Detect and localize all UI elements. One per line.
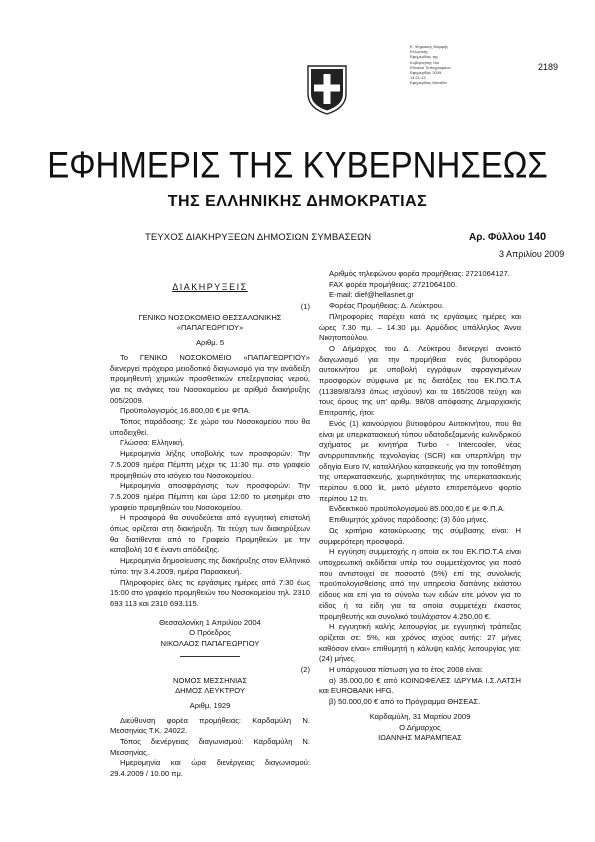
sheet-number bbox=[469, 231, 546, 243]
paragraph: Ημερομηνία και ώρα διενέργειας διαγωνισμού: 29.4.2009 / 10.00 πμ. bbox=[110, 758, 310, 779]
stamp-line: 14:21:13 bbox=[410, 75, 426, 81]
issue-series: ΤΕΥΧΟΣ ΔΙΑΚΗΡΥΞΕΩΝ ΔΗΜΟΣΙΩΝ ΣΥΜΒΑΣΕΩΝ bbox=[145, 232, 372, 243]
stamp-line: Εφημερίδας Μονάδα bbox=[410, 80, 447, 86]
issuer-name-sub: «ΠΑΠΑΓΕΩΡΓΙΟΥ» bbox=[176, 323, 244, 333]
signer-name: ΙΩΑΝΝΗΣ ΜΑΡΑΜΠΕΑΣ bbox=[378, 733, 462, 743]
paragraph: Ενός (1) καινούργιου βυτιοφόρου Αυτοκινήτου, που θα είναι με υπερκατασκευή τύπου υδατοδεξαμενής κυλινδρικού σχήματος με κινητήρα Turbo - Intercooler, νέας αντιρρυπαντικής τεχνολογίας (SCR) και υπερπλήρη την οδηγία Euro IV, καταλλήλου κατασκευής για την τοποθέτηση της υπερκατασκευής, χωρητικότητας της υπερκατασκευής περίπου 6.000 lit, μικτό μέγιστο επιτρεπόμενο φορτίο περίπου 12 tn. bbox=[319, 418, 521, 503]
place-date: Θεσσαλονίκη 1 Απριλίου 2004 bbox=[159, 617, 261, 627]
paragraph: Η προσφορά θα συνοδεύεται από εγγυητική επιστολή όπως ορίζεται στη διακήρυξη. Τα τεύχη των διακηρύξεων θα διατίθενται από το Γραφείο Προμηθειών με την καταβολή 10 € έναντι απόδειξης. bbox=[110, 513, 310, 555]
paragraph: Ενδεικτικού προϋπολογισμού 85.000,00 € με Φ.Π.Α. bbox=[329, 504, 505, 514]
paragraph: Ο Δήμαρχος του Δ. Λεύκτρου διενεργεί ανοικτό διαγωνισμό για την προμήθεια ενός βυτιοφόρου αυτοκινήτου με υποβολή εγγράφων σφραγισμένων προσφορών σύμφωνα με τις διατάξεις του ΕΚ.ΠΟ.Τ.Α (11389/8/3/93 όπως ισχύουν) και τα 165/2008 τεύχη και τους όρους της υπ' αριθμ. 98/08 απόφασης Δημαρχιακής Επιτροπής, ήτοι: bbox=[319, 343, 521, 418]
paragraph: Η εγγύηση συμμετοχής η οποία εκ του ΕΚ.ΠΟ.Τ.Α είναι υποχρεωτική ακδίδεται υπέρ του συμμετέχοντος για ποσό που αντιστοιχεί σε ποσοστό (5%) επί της συνολικής προϋπολογισθείσης από την υπηρεσία δαπάνης εκάστου είδους και επί για το σύνολο των ειδών είτε μόνον για το είδος ή τα είδη για τα οποία συμμετέχει έκαστος προμηθευτής και συνολικό τουλάχιστον 4.250,00 €. bbox=[319, 547, 521, 621]
stamp-line: Εθνικού Τυπογραφείου bbox=[410, 64, 451, 70]
notice-number: (2) bbox=[300, 664, 310, 674]
stamp-line: Εφημερίδας 2009- bbox=[410, 70, 443, 76]
paragraph: Η υπάρχουσα πίστωση για το έτος 2008 είναι: bbox=[329, 665, 483, 675]
paragraph: Ημερομηνία δημοσίευσης της διακήρυξης στον Ελληνικό τύπο: την 3.4.2009, ημέρα Παρασκευή. bbox=[110, 556, 310, 576]
paragraph: Πληροφορίες όλες τις εργάσιμες ημέρες από 7:30 έως 15:00 στο γραφείο προμηθειών του Νοσοκομείου τηλ. 2310 693 113 και 2310 693.115. bbox=[110, 577, 310, 608]
national-emblem-icon bbox=[305, 64, 349, 116]
paragraph: Ημερομηνία λήξης υποβολής των προσφορών: Την 7.5.2009 ημέρα Πέμπτη μέχρι τις 11:30 πμ. στο γραφείο προμηθειών στο ισόγειο του Νοσοκομείου. bbox=[110, 449, 310, 480]
issuer-name: ΝΟΜΟΣ ΜΕΣΣΗΝΙΑΣ bbox=[172, 675, 248, 685]
digital-signature-stamp bbox=[410, 44, 480, 86]
paragraph: Διεύθυνση φορέα προμήθειας: Καρδαμύλη Ν. Μεσσηνίας Τ.Κ. 24022. bbox=[110, 715, 310, 736]
notice-ref: Αριθμ. 1929 bbox=[189, 700, 231, 710]
stamp-line: Ελληνικής bbox=[410, 49, 428, 55]
issue-date: 3 Απριλίου 2009 bbox=[499, 249, 565, 259]
paragraph: β) 50.000,00 € από το Πρόγραμμα ΘΗΣΕΑΣ. bbox=[329, 697, 481, 707]
page-number: 2189 bbox=[538, 62, 559, 72]
gazette-title: ΕΦΗΜΕΡΙΣ ΤΗΣ ΚΥΒΕΡΝΗΣΕΩΣ bbox=[47, 144, 548, 186]
section-heading: ΔΙΑΚΗΡΥΞΕΙΣ bbox=[172, 282, 248, 292]
gazette-subtitle: ΤΗΣ ΕΛΛΗΝΙΚΗΣ ΔΗΜΟΚΡΑΤΙΑΣ bbox=[167, 193, 428, 210]
paragraph: Γλώσσα: Ελληνική. bbox=[120, 438, 185, 448]
divider bbox=[180, 656, 240, 657]
notice-ref: Αριθμ. 5 bbox=[195, 338, 225, 348]
paragraph: α) 35.000,00 € από ΚΟΙΝΩΦΕΛΕΣ ΙΔΡΥΜΑ Ι.Σ.ΛΑΤΣΗ και EUROBANK HFG. bbox=[319, 675, 521, 696]
paragraph: Επιθυμητός χρόνος παράδοσης: (3) δύο μήνες. bbox=[329, 515, 489, 525]
notice-number: (1) bbox=[300, 302, 310, 311]
paragraph: Τόπος παράδοσης: Σε χώρο του Νοσοκομείου που θα υποδειχθεί. bbox=[110, 417, 310, 437]
sheet-value: 140 bbox=[527, 231, 547, 243]
sheet-label: Αρ. Φύλλου bbox=[469, 232, 525, 243]
paragraph: E-mail: dief@hellasnet.gr bbox=[329, 290, 414, 300]
signer-role: Ο Δήμαρχος bbox=[399, 722, 441, 732]
paragraph: FAX φορέα προμήθειας: 2721064100. bbox=[329, 279, 458, 289]
right-column bbox=[319, 269, 521, 744]
signer-name: ΝΙΚΟΛΑΟΣ ΠΑΠΑΓΕΩΡΓΙΟΥ bbox=[160, 639, 260, 649]
paragraph: Η εγγυητική καλής λειτουργίας με εγγυητική τράπεζας ορίζεται σε: 5%, και χρόνος ισχύος αυτής: 27 μήνες καθόσον είναι» επιθυμητή η κάλυψη καλής λειτουργίας για: (24) μήνες. bbox=[319, 622, 521, 664]
paragraph: Αριθμός τηλεφώνου φορέα προμήθειας: 2721064127. bbox=[329, 269, 510, 278]
paragraph: Φορέας Προμήθειας: Δ. Λεύκτρου. bbox=[329, 301, 445, 311]
left-column bbox=[110, 269, 310, 780]
paragraph: Τόπος διενέργειας διαγωνισμού: Καρδαμύλη Ν. Μεσσηνίας. bbox=[110, 737, 310, 757]
signer-role: Ο Πρόεδρος bbox=[189, 628, 231, 638]
paragraph: Ημερομηνία αποσφράγισης των προσφορών: Την 7.5.2009 ημέρα Πέμπτη και ώρα 12:00 το μεσημέρι στο γραφείο προμηθειών του Νοσοκομείου. bbox=[110, 481, 310, 512]
issuer-name-sub: ΔΗΜΟΣ ΛΕΥΚΤΡΟΥ bbox=[175, 686, 245, 696]
paragraph: Πληροφορίες παρέχει κατά τις εργάσιμες ημέρες και ώρες 7.30 πμ. – 14.30 μμ. Αρμόδιος υπάλληλος Άννα Νικητοπούλου. bbox=[319, 311, 521, 343]
stamp-line: Κυβέρνησης του bbox=[410, 59, 440, 65]
issuer-name: ΓΕΝΙΚΟ ΝΟΣΟΚΟΜΕΙΟ ΘΕΣΣΑΛΟΝΙΚΗΣ bbox=[138, 312, 282, 322]
stamp-line: Εφημερίδας της bbox=[410, 54, 439, 60]
paragraph: Ως κριτήριο κατακύρωσης της σύμβασης είναι: Η συμφερότερη προσφορά. bbox=[319, 525, 521, 546]
paragraph: Προϋπολογισμός 16.800,00 € με ΦΠΑ. bbox=[120, 406, 251, 416]
stamp-line: Ε. Ψηφιακής Μορφής bbox=[410, 44, 449, 49]
place-date: Καρδαμύλη, 31 Μαρτίου 2009 bbox=[369, 711, 471, 721]
paragraph: Το ΓΕΝΙΚΟ ΝΟΣΟΚΟΜΕΙΟ «ΠΑΠΑΓΕΩΡΓΙΟΥ» διενεργεί πρόχειρο μειοδοτικό διαγωνισμό για την ανάδειξη προμηθευτή χημικών προσθετικών επεξεργασίας νερού, για τις ανάγκες του Νοσοκομείου με αριθμό διακήρυξης 005/2009. bbox=[110, 352, 310, 405]
